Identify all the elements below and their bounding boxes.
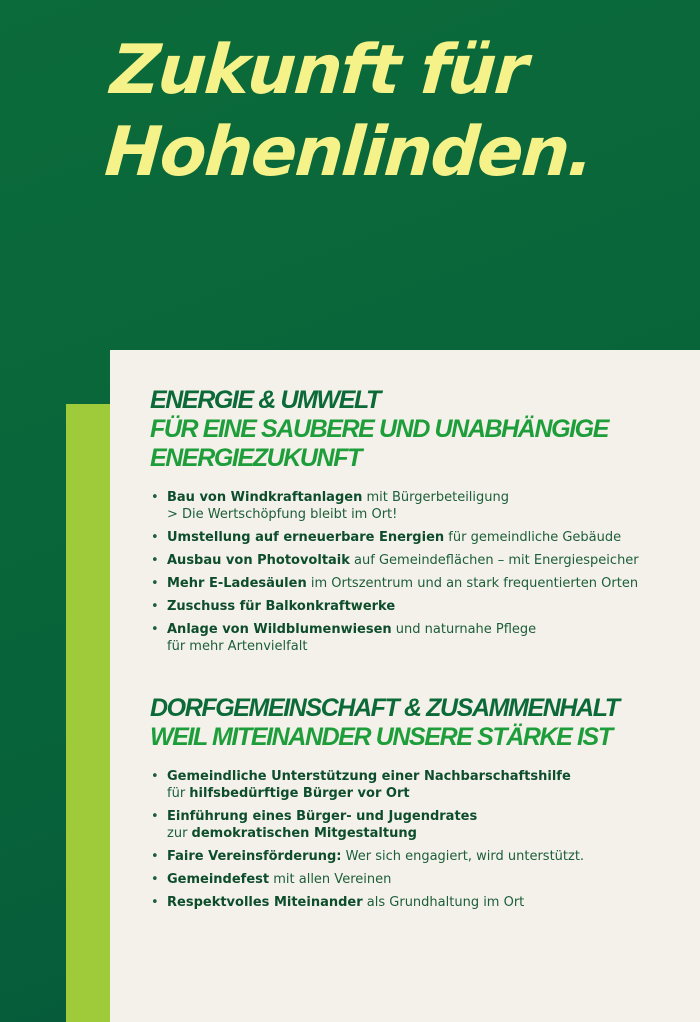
headline-line-2: Hohenlinden. <box>102 113 595 192</box>
item-text: als Grundhaltung im Ort <box>362 895 525 910</box>
accent-bar <box>66 404 110 1022</box>
item-highlight: Anlage von Wildblumenwiesen <box>167 622 392 637</box>
item-text: Wer sich engagiert, wird unterstützt. <box>341 849 585 864</box>
item-text: im Ortszentrum und an stark frequentierten Orten <box>306 576 639 591</box>
item-highlight: Zuschuss für Balkonkraftwerke <box>167 599 396 614</box>
list-item <box>150 871 680 888</box>
item-highlight: Gemeindliche Unterstützung einer Nachbarschaftshilfe <box>167 769 571 784</box>
headline-line-1: Zukunft für <box>108 31 529 110</box>
section-title: ENERGIE & UMWELT <box>150 386 380 414</box>
list-item <box>150 621 680 655</box>
section-subtitle: WEIL MITEINANDER UNSERE STÄRKE IST <box>150 723 612 751</box>
section-subtitle-continued: ENERGIEZUKUNFT <box>150 444 361 472</box>
item-highlight: demokratischen Mitgestaltung <box>191 826 417 841</box>
list-item <box>150 768 680 802</box>
item-text: auf Gemeindeflächen – mit Energiespeicher <box>349 553 639 568</box>
list-item <box>150 598 680 615</box>
community-list <box>150 768 680 911</box>
energy-list <box>150 489 680 655</box>
list-item <box>150 894 680 911</box>
list-item <box>150 489 680 523</box>
item-text-line-2: > Die Wertschöpfung bleibt im Ort! <box>167 507 398 522</box>
item-text-line-2: für mehr Artenvielfalt <box>167 639 308 654</box>
item-text: für gemeindliche Gebäude <box>444 530 622 545</box>
item-highlight: hilfsbedürftige Bürger vor Ort <box>189 786 410 801</box>
item-highlight: Ausbau von Photovoltaik <box>167 553 350 568</box>
item-highlight: Mehr E-Ladesäulen <box>167 576 307 591</box>
item-highlight: Gemeindefest <box>167 872 270 887</box>
content-panel <box>110 350 700 1022</box>
item-text: für <box>167 786 190 801</box>
item-text-line-2 <box>167 825 680 842</box>
list-item <box>150 552 680 569</box>
item-text: mit allen Vereinen <box>269 872 392 887</box>
item-text: und naturnahe Pflege <box>391 622 537 637</box>
item-highlight: Bau von Windkraftanlagen <box>167 490 363 505</box>
item-highlight: Umstellung auf erneuerbare Energien <box>167 530 445 545</box>
section-title: DORFGEMEINSCHAFT & ZUSAMMENHALT <box>150 694 619 722</box>
item-highlight: Respektvolles Miteinander <box>167 895 363 910</box>
item-highlight: Faire Vereinsförderung: <box>167 849 342 864</box>
list-item <box>150 575 680 592</box>
section-community <box>150 694 680 917</box>
item-highlight: Einführung eines Bürger- und Jugendrates <box>167 809 478 824</box>
item-text: zur <box>167 826 192 841</box>
list-item <box>150 808 680 842</box>
list-item <box>150 848 680 865</box>
section-subtitle: FÜR EINE SAUBERE UND UNABHÄNGIGE <box>150 415 609 443</box>
item-text-line-2 <box>167 785 680 802</box>
list-item <box>150 529 680 546</box>
item-text: mit Bürgerbeteiligung <box>362 490 510 505</box>
section-energy <box>150 386 680 661</box>
headline <box>102 30 600 194</box>
